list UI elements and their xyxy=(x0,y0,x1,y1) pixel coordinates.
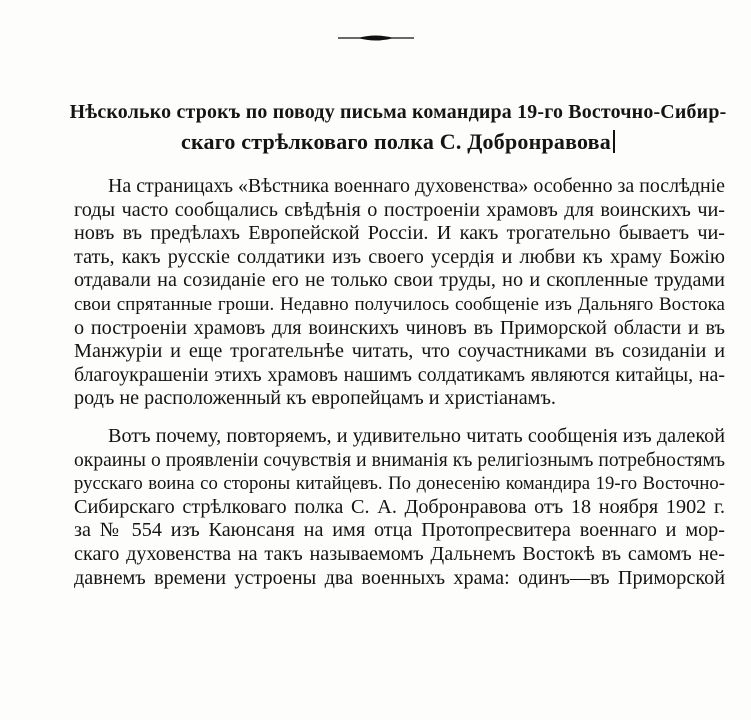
text-line: Сибирскаго стрѣлковаго полка С. А. Добронравова отъ 18 ноября 1902 г. xyxy=(74,495,725,518)
ornamental-divider xyxy=(338,33,414,43)
title-line-text: скаго стрѣлковаго полка С. Добронравова xyxy=(181,129,611,154)
paragraph xyxy=(74,425,725,590)
text-line: благоукрашеніи этихъ храмовъ нашимъ солдатикамъ являются китайцы, на- xyxy=(74,363,725,386)
text-line: скаго духовенства на такъ называемомъ Дальнемъ Востокѣ въ самомъ не- xyxy=(74,542,725,565)
text-line: о построеніи храмовъ для воинскихъ чиновъ въ Приморской области и въ xyxy=(74,316,725,339)
text-line: родъ не расположенный къ европейцамъ и христіанамъ. xyxy=(74,387,556,410)
text-line: отдавали на созиданіе его не только свои труды, но и скопленные трудами xyxy=(74,269,725,292)
title-line: Нѣсколько строкъ по поводу письма командира 19-го Восточно-Сибир- xyxy=(69,101,727,123)
text-line: окраины о проявленіи сочувствія и вниманія къ религіознымъ потребностямъ xyxy=(74,449,725,471)
text-line: новъ въ предѣлахъ Европейской Россіи. И какъ трогательно бываетъ чи- xyxy=(74,222,725,245)
text-line: Вотъ почему, повторяемъ, и удивительно читать сообщенія изъ далекой xyxy=(108,424,725,447)
text-line: давнемъ времени устроены два военныхъ храма: одинъ—въ Приморской xyxy=(74,566,725,589)
text-line: годы часто сообщались свѣдѣнія о построеніи храмовъ для воинскихъ чи- xyxy=(74,198,725,221)
text-line: свои спрятанные гроши. Недавно получилось сообщеніе изъ Дальняго Востока xyxy=(74,293,725,315)
text-cursor xyxy=(613,130,615,153)
text-line: На страницахъ «Вѣстника военнаго духовенства» особенно за послѣдніе xyxy=(108,175,725,197)
text-line: русскаго воина со стороны китайцевъ. По донесенію командира 19-го Восточно- xyxy=(74,473,725,495)
article-title xyxy=(68,97,728,157)
article-body xyxy=(74,175,725,604)
paragraph xyxy=(74,175,725,411)
text-line: за № 554 изъ Каюнсаня на имя отца Протопресвитера военнаго и мор- xyxy=(74,519,725,542)
title-line xyxy=(68,127,728,157)
text-line: Манжуріи и еще трогательнѣе читать, что соучастниками въ созиданіи и xyxy=(74,340,725,363)
text-line: тать, какъ русскіе солдатики изъ своего усердія и любви къ храму Божію xyxy=(74,245,725,268)
